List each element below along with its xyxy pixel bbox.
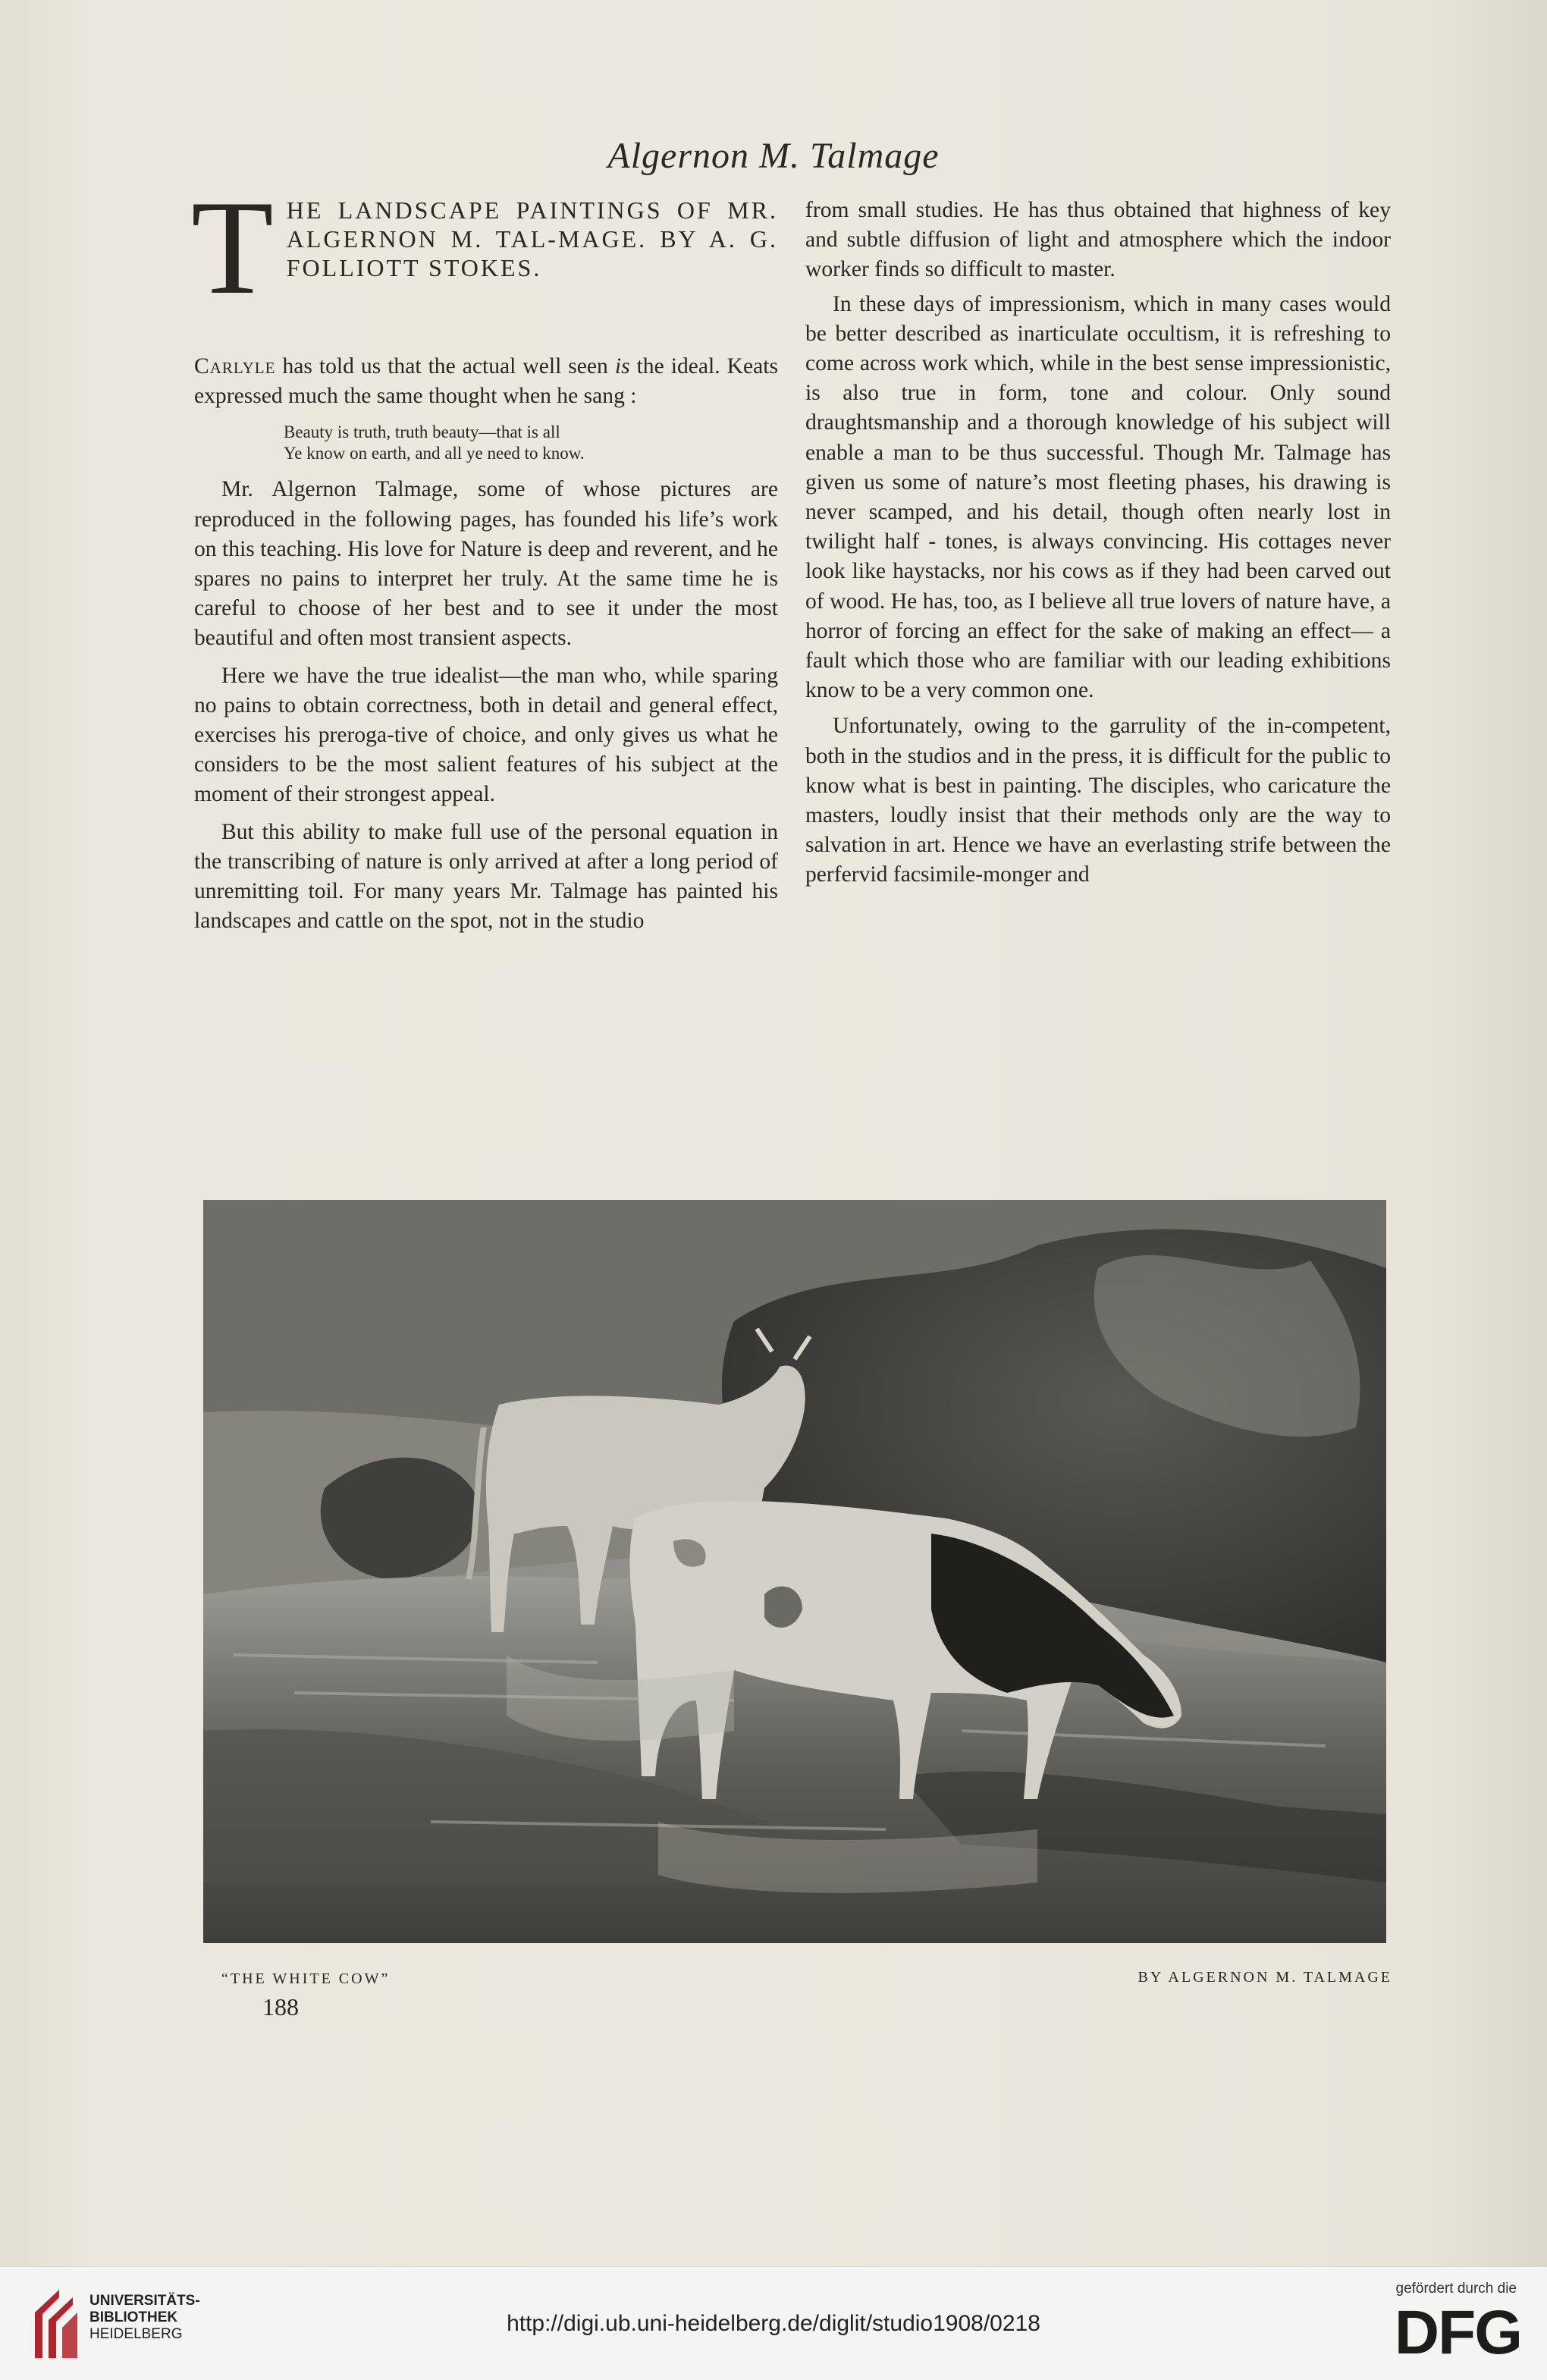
verse-line: Beauty is truth, truth beauty—that is all <box>284 422 560 442</box>
library-line: BIBLIOTHEK <box>89 2309 178 2325</box>
running-head: Algernon M. Talmage <box>607 136 940 176</box>
library-line: UNIVERSITÄTS- <box>89 2293 200 2309</box>
left-column <box>191 172 778 936</box>
article-headline <box>191 172 778 322</box>
paragraph: But this ability to make full use of the personal equation in the transcribing of nature is only arrived at after a long period of unremitting toil. For many years Mr. Talmage has painted his landscapes and cattle on the spot, not in the studio <box>194 819 778 934</box>
text-run: has told us that the actual well seen <box>275 354 615 378</box>
page-number: 188 <box>262 1993 299 2020</box>
text-run: the ideal. Keats expressed much the same thought when he sang : <box>194 354 778 409</box>
paragraph: from small studies. He has thus obtained that highness of key and subtle diffusion of light and atmosphere which the indoor worker finds so difficult to master. <box>805 198 1391 282</box>
painting-plate <box>203 1200 1386 1943</box>
right-column <box>805 196 1391 890</box>
paragraph: Unfortunately, owing to the garrulity of the in-competent, both in the studios and in the press, it is difficult for the public to know what is best in painting. The disciples, who caricature the masters, loudly insist that their methods only are the way to salvation in art. Hence we have an everlasting strife between the perfervid facsimile-monger and <box>805 714 1391 887</box>
funding-note: gefördert durch die <box>1395 2281 1517 2297</box>
paragraph: In these days of impressionism, which in many cases would be better described as inarticulate occultism, it is refreshing to come across work which, while in the best sense impressionistic, is also true in form, tone and colour. Only sound draughtsmanship and a thorough knowledge of his subject will enable a man to be thus successful. Though Mr. Talmage has given us some of nature’s most fleeting phases, his drawing is never scamped, and his detail, though often nearly lost in twilight half - tones, is always convincing. His cottages never look like haystacks, nor his cows as if they had been carved out of wood. He has, too, as I believe all true lovers of nature have, a horror of forcing an effect for the sake of making an effect— a fault which those who are familiar with our leading exhibitions know to be a very common one. <box>805 291 1391 703</box>
permalink[interactable]: http://digi.ub.uni-heidelberg.de/diglit/studio1908/0218 <box>507 2311 1040 2336</box>
paragraph: Here we have the true idealist—the man who, while sparing no pains to obtain correctness, both in detail and general effect, exercises his preroga-tive of choice, and only gives us what he considers to be the most salient features of his subject at the moment of their strongest appeal. <box>194 663 778 807</box>
library-line: HEIDELBERG <box>89 2326 183 2342</box>
verse-line: Ye know on earth, and all ye need to know. <box>284 444 585 463</box>
dfg-logo: DFG <box>1394 2298 1521 2367</box>
digitization-footer <box>0 2266 1547 2380</box>
paragraph: Mr. Algernon Talmage, some of whose pictures are reproduced in the following pages, has founded his life’s work on this teaching. His love for Nature is deep and reverent, and he spares no pains to interpret her truly. At the same time he is careful to choose of her best and to see it under the most beautiful and often most transient aspects. <box>194 477 778 651</box>
plate-caption-credit: BY ALGERNON M. TALMAGE <box>1138 1969 1392 1986</box>
drop-cap: T <box>191 172 276 322</box>
verse-quote <box>194 422 778 464</box>
headline-text: HE LANDSCAPE PAINTINGS OF MR. ALGERNON M. TAL-MAGE. BY A. G. FOLLIOTT STOKES. <box>286 196 778 281</box>
smallcaps-word: Carlyle <box>194 354 276 378</box>
italic-word: is <box>614 354 630 378</box>
plate-caption-title: “THE WHITE COW” <box>221 1970 391 1987</box>
white-cow-painting <box>203 1200 1386 1943</box>
paragraph <box>194 352 778 411</box>
